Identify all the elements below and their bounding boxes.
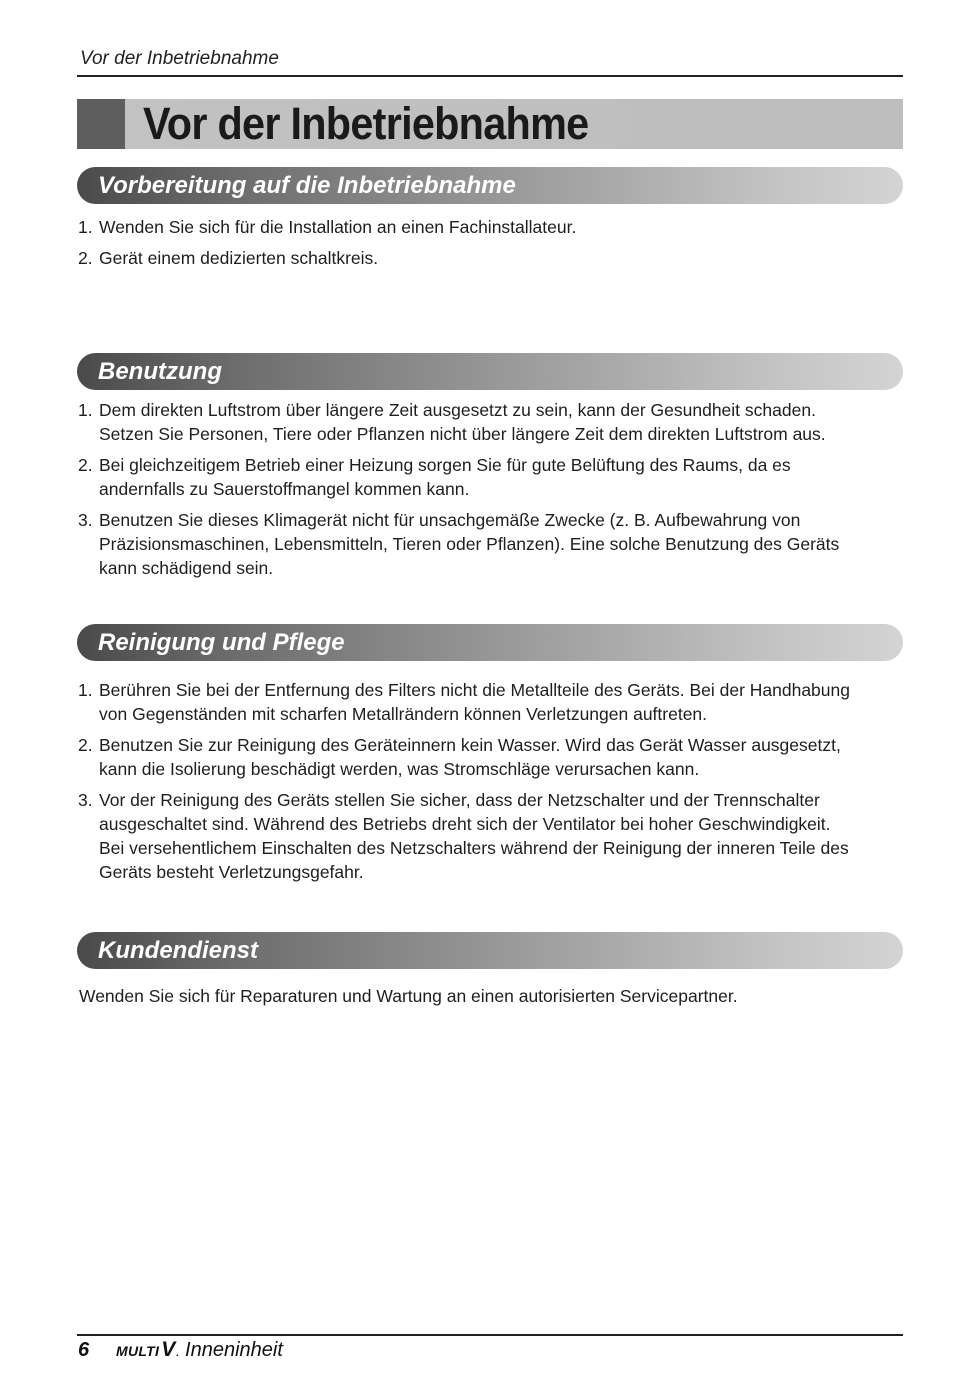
section-header-benutzung <box>77 353 903 390</box>
reinigung-list <box>78 678 888 884</box>
item-number: 2. <box>78 248 93 268</box>
item-line: Gerät einem dedizierten schaltkreis. <box>99 248 379 268</box>
list-item <box>78 453 888 501</box>
footer <box>78 1337 283 1363</box>
item-line: Geräts besteht Verletzungsgefahr. <box>99 862 364 882</box>
item-line: Setzen Sie Personen, Tiere oder Pflanzen nicht über längere Zeit dem direkten Luftstrom aus. <box>99 424 826 444</box>
item-line: kann die Isolierung beschädigt werden, was Stromschläge verursachen kann. <box>99 759 700 779</box>
item-line: von Gegenständen mit scharfen Metallrändern können Verletzungen auftreten. <box>99 704 708 724</box>
unit-label: Inneninheit <box>185 1338 283 1361</box>
header-rule <box>77 75 903 77</box>
item-number: 2. <box>78 735 93 755</box>
item-line: Bei gleichzeitigem Betrieb einer Heizung sorgen Sie für gute Belüftung des Raums, da es <box>99 455 791 475</box>
section-title: Vorbereitung auf die Inbetriebnahme <box>98 172 516 199</box>
item-line: kann schädigend sein. <box>99 558 274 578</box>
kundendienst-text: Wenden Sie sich für Reparaturen und Wartung an einen autorisierten Servicepartner. <box>79 986 738 1006</box>
item-number: 3. <box>78 790 93 810</box>
list-item <box>78 733 888 781</box>
item-line: Dem direkten Luftstrom über längere Zeit ausgesetzt zu sein, kann der Gesundheit schaden. <box>99 400 816 420</box>
list-item <box>78 678 888 726</box>
item-number: 3. <box>78 510 93 530</box>
vorbereitung-list <box>78 215 888 270</box>
footer-rule <box>77 1334 903 1336</box>
page-title-bar <box>77 99 903 149</box>
section-header-reinigung <box>77 624 903 661</box>
section-title: Benutzung <box>98 358 222 385</box>
item-line: Wenden Sie sich für die Installation an einen Fachinstallateur. <box>99 217 577 237</box>
item-line: Präzisionsmaschinen, Lebensmitteln, Tieren oder Pflanzen). Eine solche Benutzung des Geräts <box>99 534 840 554</box>
list-item <box>78 398 888 446</box>
benutzung-list <box>78 398 888 580</box>
item-line: Berühren Sie bei der Entfernung des Filters nicht die Metallteile des Geräts. Bei der Handhabung <box>99 680 850 700</box>
list-item <box>78 246 888 270</box>
list-item <box>78 788 888 884</box>
page-title: Vor der Inbetriebnahme <box>143 98 589 149</box>
item-number: 1. <box>78 400 93 420</box>
list-item <box>78 215 888 239</box>
item-number: 1. <box>78 680 93 700</box>
list-item <box>78 508 888 580</box>
item-line: Vor der Reinigung des Geräts stellen Sie sicher, dass der Netzschalter und der Trennschalter <box>99 790 820 810</box>
brand-logo-dot: . <box>176 1348 180 1359</box>
brand-logo-text: MULTI <box>116 1343 160 1359</box>
item-number: 2. <box>78 455 93 475</box>
section-header-vorbereitung <box>77 167 903 204</box>
page-number: 6 <box>78 1338 90 1361</box>
item-line: andernfalls zu Sauerstoffmangel kommen kann. <box>99 479 470 499</box>
section-title: Kundendienst <box>98 937 258 964</box>
item-line: ausgeschaltet sind. Während des Betriebs dreht sich der Ventilator bei hoher Geschwindigkeit. <box>99 814 831 834</box>
item-line: Benutzen Sie zur Reinigung des Geräteinnern kein Wasser. Wird das Gerät Wasser ausgesetzt, <box>99 735 841 755</box>
item-line: Bei versehentlichem Einschalten des Netzschalters während der Reinigung der inneren Teile des <box>99 838 849 858</box>
title-marker-square <box>77 99 125 149</box>
brand-logo-mark: V <box>161 1338 176 1361</box>
section-header-kundendienst <box>77 932 903 969</box>
brand-logo <box>116 1338 179 1362</box>
item-number: 1. <box>78 217 93 237</box>
section-title: Reinigung und Pflege <box>98 629 345 656</box>
item-line: Benutzen Sie dieses Klimagerät nicht für unsachgemäße Zwecke (z. B. Aufbewahrung von <box>99 510 801 530</box>
running-header: Vor der Inbetriebnahme <box>80 48 279 69</box>
